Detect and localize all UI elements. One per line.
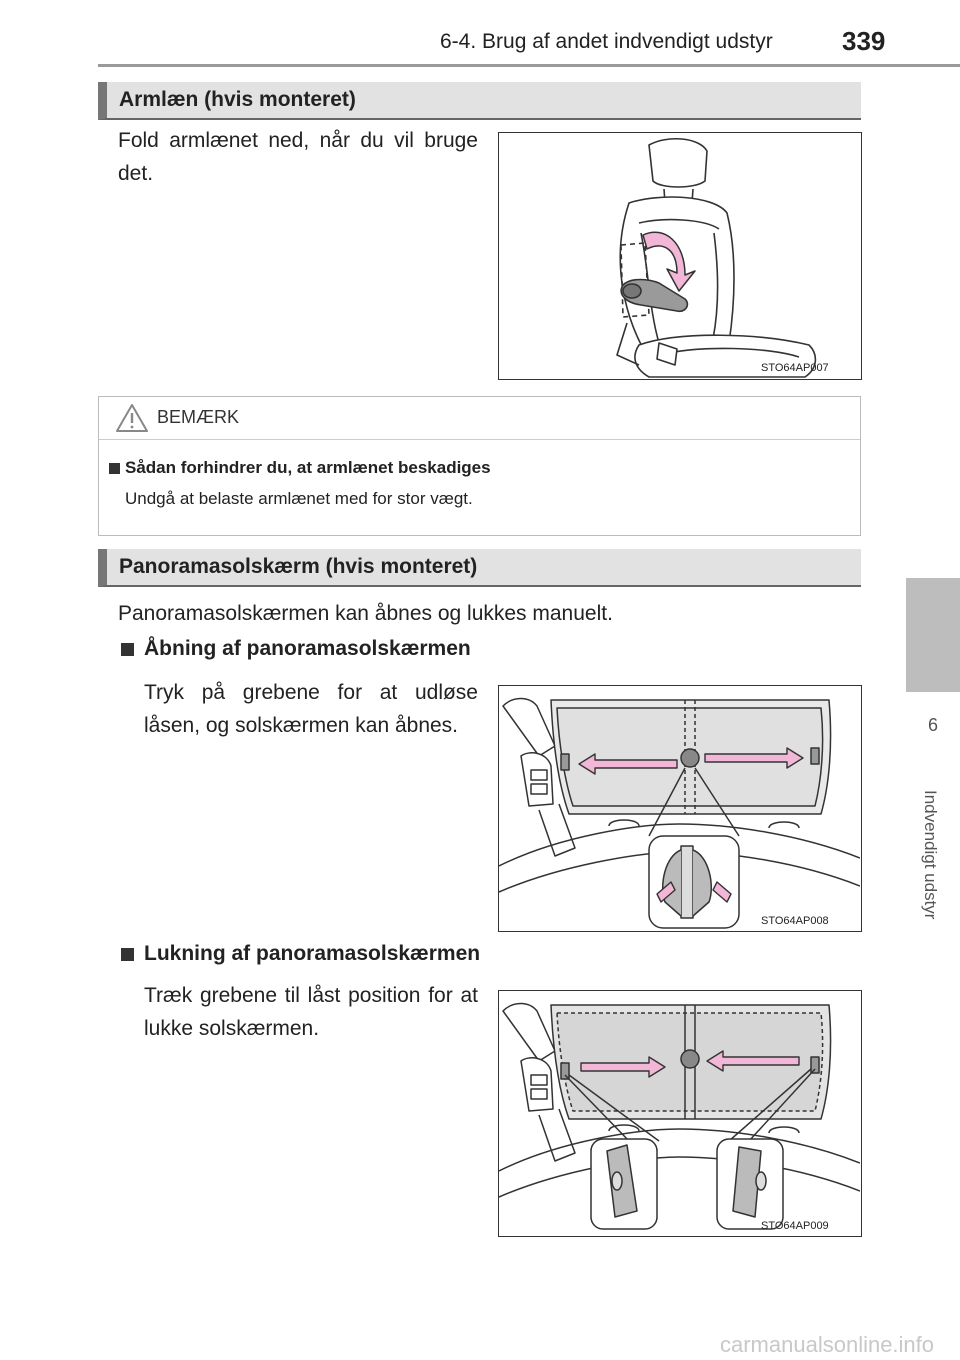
notice-text: Undgå at belaste armlænet med for stor vægt. xyxy=(125,489,473,508)
sunshade-intro: Panoramasolskærmen kan åbnes og lukkes manuelt. xyxy=(118,602,613,625)
figure-code-open: STO64AP008 xyxy=(761,915,829,927)
notice-box xyxy=(98,396,861,536)
armrest-figure xyxy=(498,132,862,380)
closing-bullet xyxy=(121,948,134,961)
sunshade-open-figure xyxy=(498,685,862,932)
sunshade-close-illustration xyxy=(499,991,860,1235)
opening-instruction: Tryk på grebene for at udløse låsen, og solskærmen kan åbnes. xyxy=(144,681,478,737)
figure-code-close: STO64AP009 xyxy=(761,1220,829,1232)
sunshade-open-illustration xyxy=(499,686,860,930)
seat-illustration xyxy=(499,133,860,378)
notice-header xyxy=(99,397,860,440)
notice-title: BEMÆRK xyxy=(157,407,240,427)
notice-subheading: Sådan forhindrer du, at armlænet beskadiges xyxy=(125,458,491,477)
closing-subheading: Lukning af panoramasolskærmen xyxy=(144,942,481,965)
section-heading-sunshade-text: Panoramasolskærm (hvis monteret) xyxy=(119,555,478,578)
section-heading-armrest xyxy=(98,82,861,120)
opening-subheading: Åbning af panoramasolskærmen xyxy=(144,637,471,660)
opening-bullet xyxy=(121,643,134,656)
chapter-number: 6 xyxy=(927,715,938,735)
section-heading-sunshade xyxy=(98,549,861,587)
watermark: carmanualsonline.info xyxy=(720,1332,935,1357)
running-header: 6-4. Brug af andet indvendigt udstyr xyxy=(440,30,773,53)
chapter-tab xyxy=(906,578,960,692)
warning-triangle-icon xyxy=(115,403,149,433)
sunshade-close-figure xyxy=(498,990,862,1237)
page-number: 339 xyxy=(842,26,886,56)
section-heading-armrest-text: Armlæn (hvis monteret) xyxy=(119,88,356,111)
notice-bullet xyxy=(109,463,120,474)
closing-instruction: Træk grebene til låst position for at lukke solskærmen. xyxy=(144,984,478,1040)
header-rule xyxy=(98,64,960,67)
armrest-instruction: Fold armlænet ned, når du vil bruge det. xyxy=(118,129,478,185)
chapter-label: Indvendigt udstyr xyxy=(921,790,940,920)
figure-code-armrest: STO64AP007 xyxy=(761,362,829,374)
